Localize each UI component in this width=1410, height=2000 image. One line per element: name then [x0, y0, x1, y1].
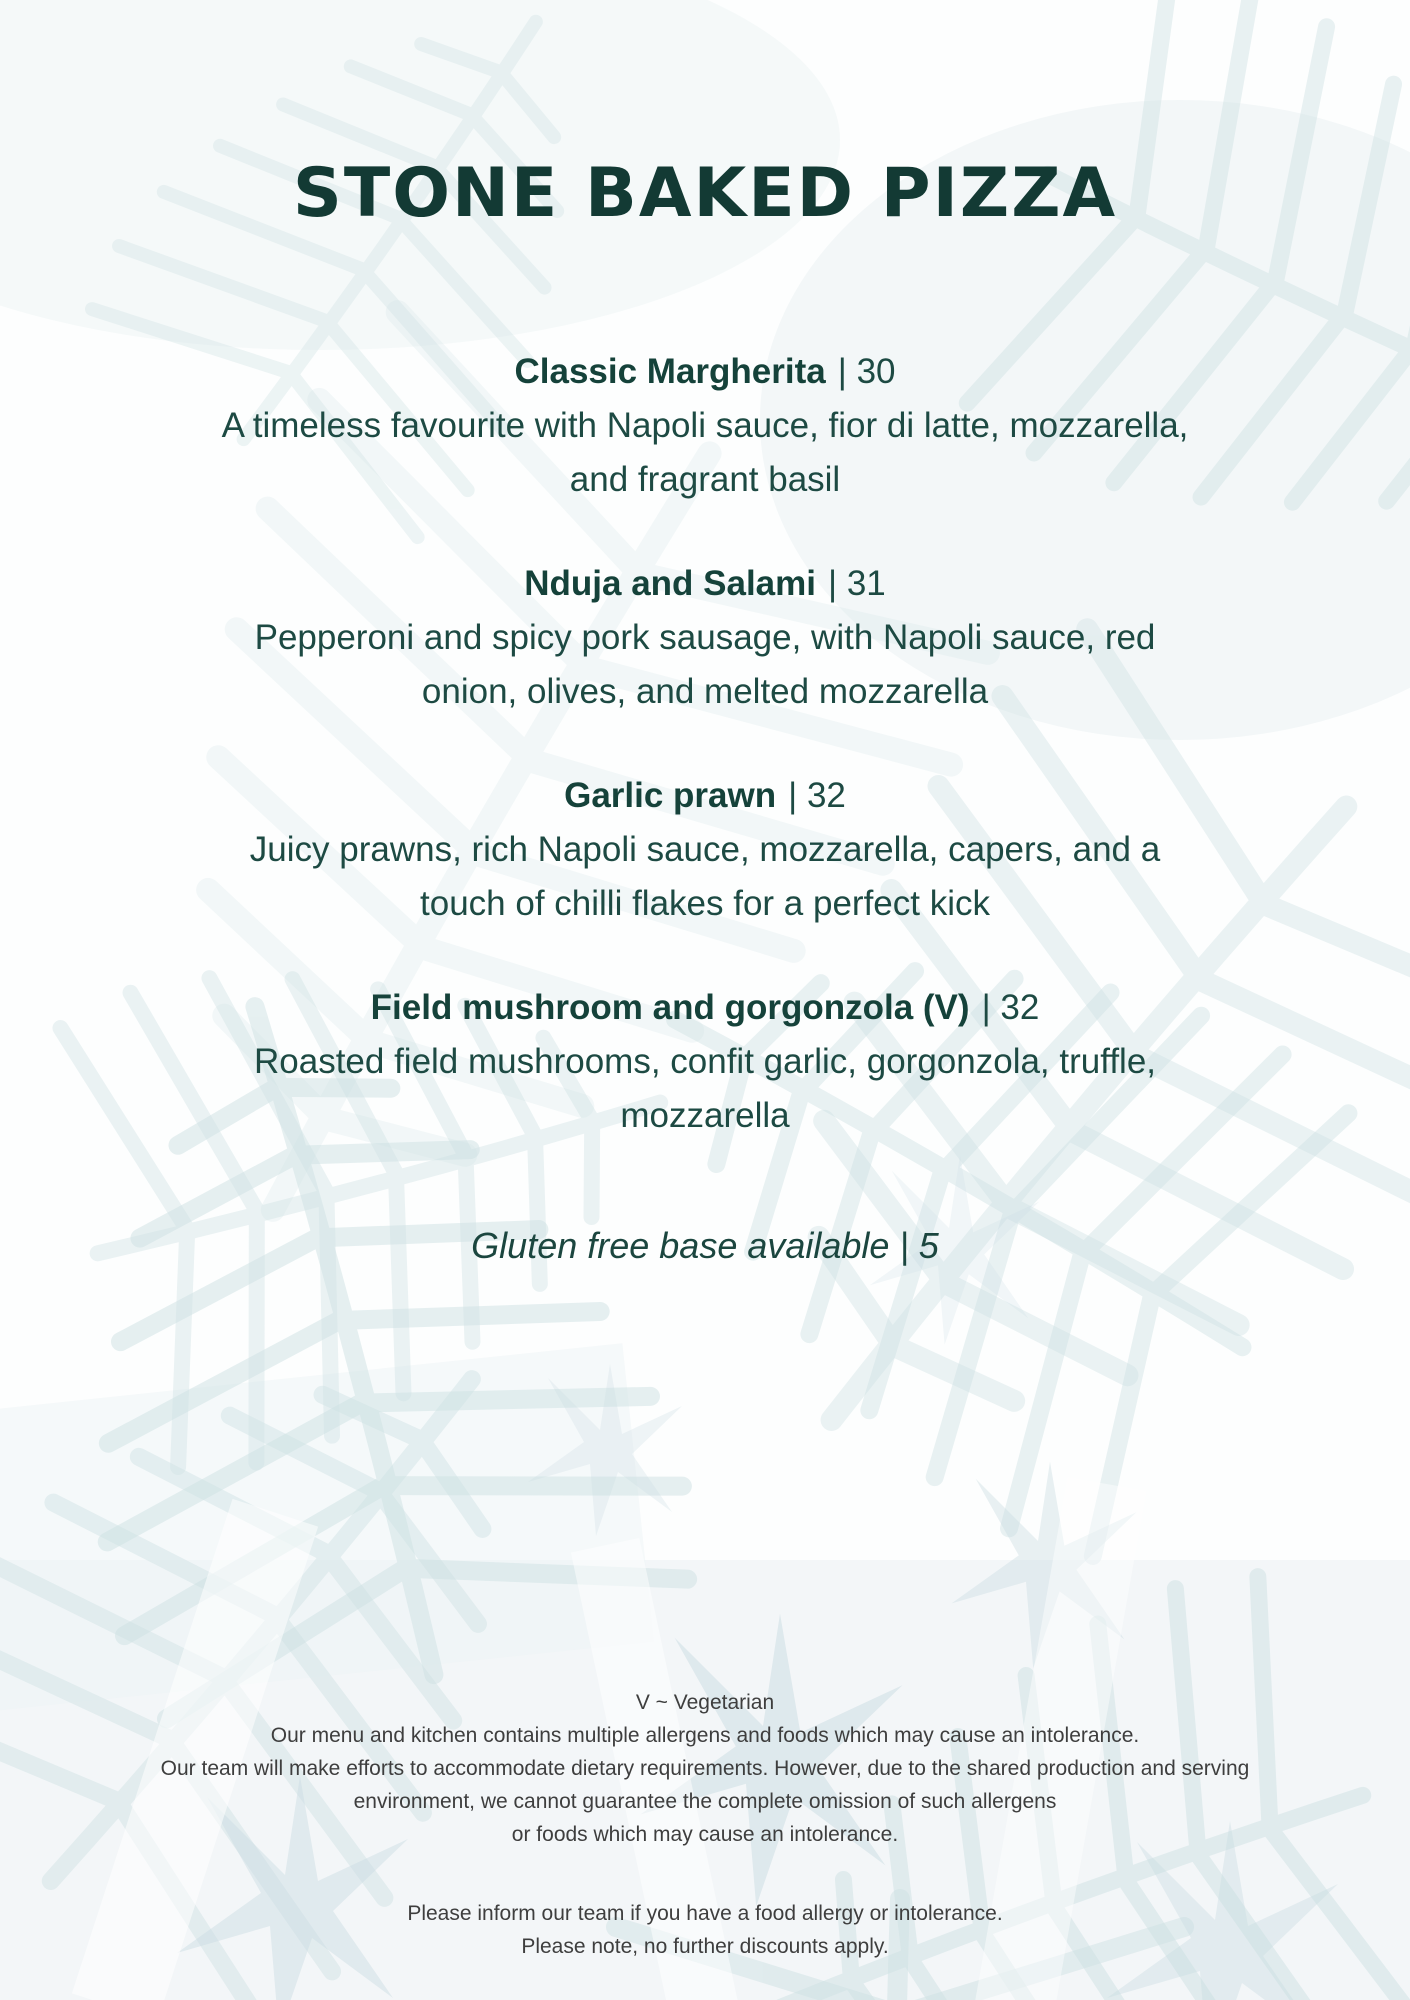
- item-price: | 30: [837, 351, 896, 391]
- allergen-line: Our menu and kitchen contains multiple allergens and foods which may cause an intolerance.: [270, 1724, 1140, 1747]
- item-description-line: A timeless favourite with Napoli sauce, fior di latte, mozzarella,: [221, 405, 1189, 445]
- menu-item-garlic-prawn: [0, 769, 1410, 931]
- menu-item-nduja-and-salami: [0, 557, 1410, 719]
- gluten-free-note: Gluten free base available | 5: [471, 1224, 939, 1266]
- notice-line: Please note, no further discounts apply.: [521, 1935, 889, 1958]
- item-price: | 32: [981, 987, 1040, 1027]
- item-name: Nduja and Salami: [524, 563, 816, 603]
- allergen-line: or foods which may cause an intolerance.: [511, 1823, 899, 1846]
- item-description: [0, 399, 1410, 507]
- item-description-line: and fragrant basil: [569, 459, 841, 499]
- menu-content: [0, 46, 1410, 1271]
- item-description-line: Juicy prawns, rich Napoli sauce, mozzarella, capers, and a: [249, 829, 1161, 869]
- item-name: Garlic prawn: [564, 775, 777, 815]
- item-description: [0, 823, 1410, 931]
- vegetarian-legend: V ~ Vegetarian: [635, 1691, 775, 1714]
- allergen-line: Our team will make efforts to accommodate dietary requirements. However, due to the shared production and serving: [160, 1757, 1250, 1780]
- menu-item-list: [0, 345, 1410, 1143]
- item-description-line: Pepperoni and spicy pork sausage, with Napoli sauce, red: [254, 617, 1156, 657]
- item-title: [0, 345, 1410, 399]
- page-title: STONE BAKED PIZZA: [292, 153, 1118, 233]
- allergen-line: environment, we cannot guarantee the complete omission of such allergens: [353, 1790, 1057, 1813]
- item-name: Field mushroom and gorgonzola (V): [370, 987, 970, 1027]
- item-description: [0, 611, 1410, 719]
- menu-item-field-mushroom-gorgonzola: [0, 981, 1410, 1143]
- item-title: [0, 557, 1410, 611]
- item-price: | 32: [788, 775, 846, 815]
- item-price: | 31: [828, 563, 886, 603]
- notice-line: Please inform our team if you have a food allergy or intolerance.: [407, 1902, 1003, 1925]
- item-title: [0, 769, 1410, 823]
- item-description: [0, 1035, 1410, 1143]
- item-description-line: onion, olives, and melted mozzarella: [421, 671, 989, 711]
- menu-item-classic-margherita: [0, 345, 1410, 507]
- footer-disclaimer: [0, 1686, 1410, 1963]
- allergy-notice: [0, 1897, 1410, 1963]
- item-description-line: mozzarella: [620, 1095, 790, 1135]
- item-name: Classic Margherita: [514, 351, 826, 391]
- item-description-line: Roasted field mushrooms, confit garlic, gorgonzola, truffle,: [253, 1041, 1157, 1081]
- item-title: [0, 981, 1410, 1035]
- item-description-line: touch of chilli flakes for a perfect kick: [420, 883, 990, 923]
